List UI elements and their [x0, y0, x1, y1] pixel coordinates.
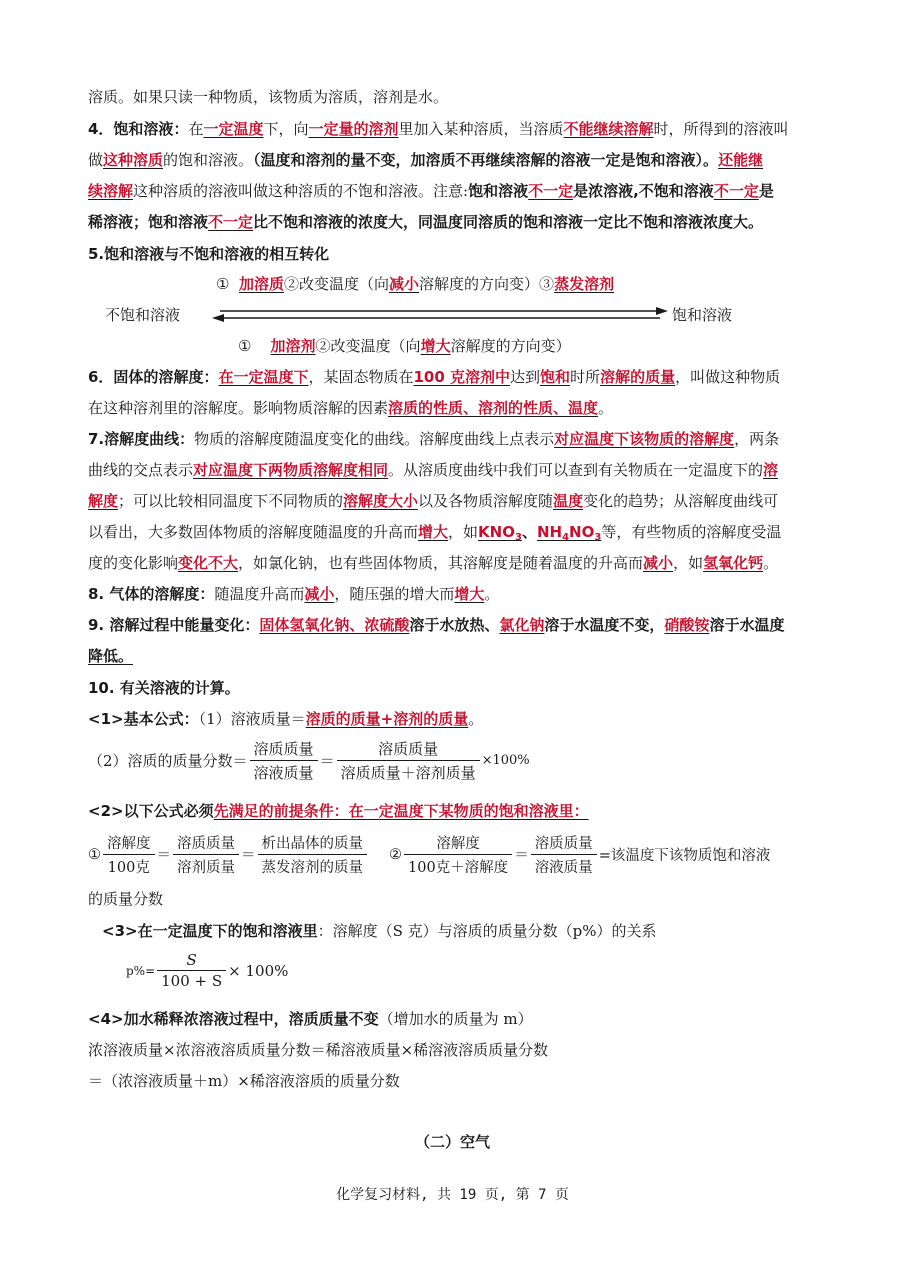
text: ；可以比较相同温度下不同物质的 — [118, 492, 344, 510]
double-arrow — [212, 305, 668, 325]
section-4-line-1 — [88, 118, 833, 140]
keyword: 不一定 — [208, 213, 254, 231]
keyword: 固体氢氧化钠、浓硫酸 — [259, 616, 410, 634]
bold-text: （温度和溶剂的量不变，加溶质不再继续溶解的溶液一定是饱和溶液）。 — [253, 151, 719, 169]
keyword: 续溶解 — [88, 182, 134, 200]
section-6-line-2 — [88, 397, 833, 419]
text: ，随压强的增大而 — [334, 585, 455, 603]
section-title: （二）空气 — [414, 1133, 490, 1151]
keyword: 一定温度 — [203, 120, 264, 138]
denominator: 100 + S — [161, 972, 223, 990]
page-footer: 化学复习材料, 共 19 页, 第 7 页 — [336, 1187, 569, 1203]
text: 达到 — [510, 368, 541, 386]
fraction — [337, 738, 480, 783]
formula-nh4no3 — [537, 523, 601, 541]
bold-text: 稀溶液；饱和溶液 — [88, 213, 209, 231]
dilution-line-2 — [88, 1070, 833, 1092]
keyword: 不一定 — [713, 182, 759, 200]
text: KNO — [478, 523, 515, 541]
numerator: 溶质质量 — [250, 738, 318, 761]
text: ②改变温度（向 — [315, 337, 421, 355]
section-7-line-4 — [88, 521, 833, 549]
text: 以及各物质溶解度随 — [418, 492, 554, 510]
conversion-top-label — [216, 273, 614, 294]
text: 。 — [484, 585, 500, 603]
keyword: 溶质的质量+溶剂的质量 — [305, 710, 469, 728]
keyword: 先满足的前提条件：在一定温度下某物质的饱和溶液里： — [213, 802, 589, 820]
text: （增加水的质量为 m） — [378, 1010, 533, 1028]
subheading: <2>以下公式必须 — [88, 802, 214, 820]
text: 做 — [88, 151, 104, 169]
denominator: 溶液质量 — [253, 764, 314, 782]
keyword: 100 克溶剂中 — [413, 368, 511, 386]
text: 。从溶质度曲线中我们可以查到有关物质在一定温度下的 — [388, 461, 764, 479]
text: × 100% — [228, 961, 289, 980]
text: 等，有些物质的溶解度受温 — [601, 523, 782, 541]
numerator: S — [157, 951, 226, 971]
condition-2-line — [88, 800, 833, 822]
denominator: 100克 — [107, 860, 150, 876]
text: 的质量分数 — [88, 890, 164, 908]
text: 随温度升高而 — [214, 585, 305, 603]
text: ① — [216, 275, 230, 293]
text: NH — [536, 523, 563, 541]
section-5-heading — [88, 243, 833, 265]
equals: ＝ — [156, 848, 171, 864]
saturated-label: 饱和溶液 — [672, 306, 733, 324]
keyword: 溶 — [763, 461, 779, 479]
saturated-formula — [88, 832, 770, 877]
section-heading: 7.溶解度曲线： — [88, 430, 195, 448]
text: （2）溶质的质量分数＝ — [88, 752, 248, 770]
section-heading: 4．饱和溶液： — [88, 120, 189, 138]
text: ，如氯化钠，也有些固体物质，其溶解度是随着温度的升高而 — [238, 554, 644, 572]
section-heading: 8. 气体的溶解度： — [88, 585, 215, 603]
keyword: 不一定 — [528, 182, 574, 200]
bold-text: 溶于水放热、 — [409, 616, 500, 634]
text: 。 — [763, 554, 779, 572]
condition-4-line — [88, 1008, 833, 1030]
numerator: 溶质质量 — [337, 738, 480, 761]
text: ：溶解度（S 克）与溶质的质量分数（p%）的关系 — [317, 922, 657, 940]
keyword: 溶解度大小 — [343, 492, 419, 510]
section-8-line — [88, 583, 833, 605]
text: ② — [389, 846, 402, 863]
section-7-line-1 — [88, 428, 833, 450]
text-line — [88, 86, 833, 108]
keyword: 氢氧化钙 — [703, 554, 764, 572]
numerator: 析出晶体的质量 — [258, 832, 368, 855]
keyword: 一定量的溶剂 — [308, 120, 399, 138]
dilution-line-1 — [88, 1039, 833, 1061]
section-10-heading — [88, 677, 833, 699]
fraction — [157, 951, 226, 990]
text: ，两条 — [734, 430, 780, 448]
bold-text: 比不饱和溶液的浓度大，同温度同溶质的饱和溶液一定比不饱和溶液浓度大。 — [253, 213, 764, 231]
text: 。 — [598, 399, 614, 417]
text: ＝（浓溶液质量＋m）×稀溶液溶质的质量分数 — [88, 1072, 400, 1090]
bold-text: 降低。 — [88, 647, 134, 665]
text: 溶解度的方向变） — [450, 337, 571, 355]
keyword: 减小 — [643, 554, 674, 572]
subscript: 3 — [514, 532, 522, 543]
arrow-left-head — [212, 314, 224, 322]
bold-text: 溶于水温度 — [709, 616, 785, 634]
keyword: 还能继 — [718, 151, 764, 169]
text: 下，向 — [263, 120, 309, 138]
text: 浓溶液质量×浓溶液溶质质量分数＝稀溶液质量×稀溶液溶质质量分数 — [88, 1041, 549, 1059]
numerator: 溶解度 — [404, 832, 512, 855]
keyword: 硝酸铵 — [664, 616, 710, 634]
subheading: <1>基本公式： — [88, 710, 199, 728]
keyword: 加溶剂 — [270, 337, 316, 355]
fraction — [173, 832, 239, 877]
denominator: 溶质质量＋溶剂质量 — [340, 764, 476, 782]
text: 在这种溶剂里的溶解度。影响物质溶解的因素 — [88, 399, 389, 417]
section-9-line-2 — [88, 645, 833, 667]
text: 以看出，大多数固体物质的溶解度随温度的升高而 — [88, 523, 419, 541]
bold-text: 是 — [758, 182, 774, 200]
keyword: 增大 — [454, 585, 485, 603]
bold-text: 是浓溶液,不饱和溶液 — [573, 182, 714, 200]
bold-text: 饱和溶液 — [468, 182, 529, 200]
formula-1-line — [88, 708, 833, 730]
numerator: 溶质质量 — [531, 832, 597, 855]
text: p%= — [126, 963, 156, 978]
text: 时所 — [570, 368, 601, 386]
subheading: <4>加水稀释浓溶液过程中，溶质质量不变 — [88, 1010, 379, 1028]
unsaturated-label: 不饱和溶液 — [105, 306, 181, 324]
text: ① — [238, 337, 252, 355]
text: 的饱和溶液。 — [163, 151, 254, 169]
keyword: 在一定温度下 — [218, 368, 309, 386]
text: =该温度下该物质饱和溶液 — [598, 848, 771, 864]
fraction — [531, 832, 597, 877]
text: （1）溶液质量＝ — [198, 710, 306, 728]
fraction — [404, 832, 512, 877]
keyword: 不能继续溶解 — [563, 120, 654, 138]
section-heading: 9. 溶解过程中能量变化： — [88, 616, 260, 634]
keyword: 温度 — [553, 492, 584, 510]
conversion-bottom-label — [238, 335, 571, 356]
denominator: 溶剂质量 — [177, 860, 235, 876]
keyword: 氯化钠 — [499, 616, 545, 634]
section-heading: 10. 有关溶液的计算。 — [88, 679, 240, 697]
text: 物质的溶解度随温度变化的曲线。溶解度曲线上点表示 — [194, 430, 555, 448]
numerator: 溶质质量 — [173, 832, 239, 855]
numerator: 溶解度 — [103, 832, 155, 855]
keyword: 减小 — [304, 585, 335, 603]
paragraph-text: 溶质。如果只读一种物质，该物质为溶质，溶剂是水。 — [88, 88, 449, 106]
text: ，某固态物质在 — [308, 368, 414, 386]
subscript: 4 — [562, 532, 570, 543]
keyword: 这种溶质 — [103, 151, 164, 169]
text: 、 — [521, 523, 537, 541]
keyword: 增大 — [418, 523, 449, 541]
section-heading: 6．固体的溶解度： — [88, 368, 219, 386]
keyword: 饱和 — [540, 368, 571, 386]
arrow-right-head — [656, 307, 668, 315]
keyword: 加溶质 — [239, 275, 285, 293]
keyword: 对应温度下两物质溶解度相同 — [193, 461, 389, 479]
fraction — [103, 832, 155, 877]
keyword: 解度 — [88, 492, 119, 510]
keyword: 溶解的质量 — [600, 368, 676, 386]
section-7-line-3 — [88, 490, 833, 512]
keyword: 减小 — [389, 275, 420, 293]
equals: ＝ — [319, 752, 335, 770]
text: 曲线的交点表示 — [88, 461, 194, 479]
subheading: <3>在一定温度下的饱和溶液里 — [102, 922, 318, 940]
section-7-line-5 — [88, 552, 833, 574]
text: ×100% — [481, 753, 530, 768]
section-7-line-2 — [88, 459, 833, 481]
equals: ＝ — [241, 848, 256, 864]
keyword: 变化不大 — [178, 554, 239, 572]
section-9-line-1 — [88, 614, 833, 636]
keyword: 对应温度下该物质的溶解度 — [554, 430, 735, 448]
section-4-line-2 — [88, 149, 833, 171]
section-heading: 5.饱和溶液与不饱和溶液的相互转化 — [88, 245, 330, 263]
text: 度的变化影响 — [88, 554, 179, 572]
denominator: 溶液质量 — [534, 860, 593, 876]
bold-text: 溶于水温度不变， — [544, 616, 665, 634]
text: 里加入某种溶质，当溶质 — [398, 120, 564, 138]
equals: ＝ — [514, 848, 529, 864]
text: 时，所得到的溶液叫 — [653, 120, 789, 138]
fraction — [250, 738, 318, 783]
text: 在 — [188, 120, 204, 138]
section-4-line-4 — [88, 211, 833, 233]
text: NO — [569, 523, 595, 541]
section-6-line-1 — [88, 366, 833, 388]
text: 这种溶质的溶液叫做这种溶质的不饱和溶液。注意: — [133, 182, 469, 200]
condition-3-line — [102, 920, 833, 942]
text: 。 — [468, 710, 484, 728]
solubility-percent-formula — [126, 951, 288, 990]
text: 溶解度的方向变）③ — [419, 275, 555, 293]
mass-fraction-formula — [88, 738, 530, 783]
subscript: 3 — [594, 532, 602, 543]
denominator: 100克＋溶解度 — [408, 860, 509, 876]
text: 变化的趋势；从溶解度曲线可 — [583, 492, 779, 510]
denominator: 蒸发溶剂的质量 — [261, 860, 363, 876]
fraction — [258, 832, 368, 877]
keyword: 蒸发溶剂 — [554, 275, 615, 293]
text: ②改变温度（向 — [284, 275, 390, 293]
formula-kno3 — [478, 523, 522, 541]
text: ① — [88, 846, 101, 863]
section-4-line-3 — [88, 180, 833, 202]
keyword: 溶质的性质、溶剂的性质、温度 — [388, 399, 599, 417]
keyword: 增大 — [420, 337, 451, 355]
text: ，叫做这种物质 — [675, 368, 781, 386]
text: ，如 — [673, 554, 704, 572]
condition-2-tail — [88, 888, 833, 910]
text: ，如 — [448, 523, 479, 541]
